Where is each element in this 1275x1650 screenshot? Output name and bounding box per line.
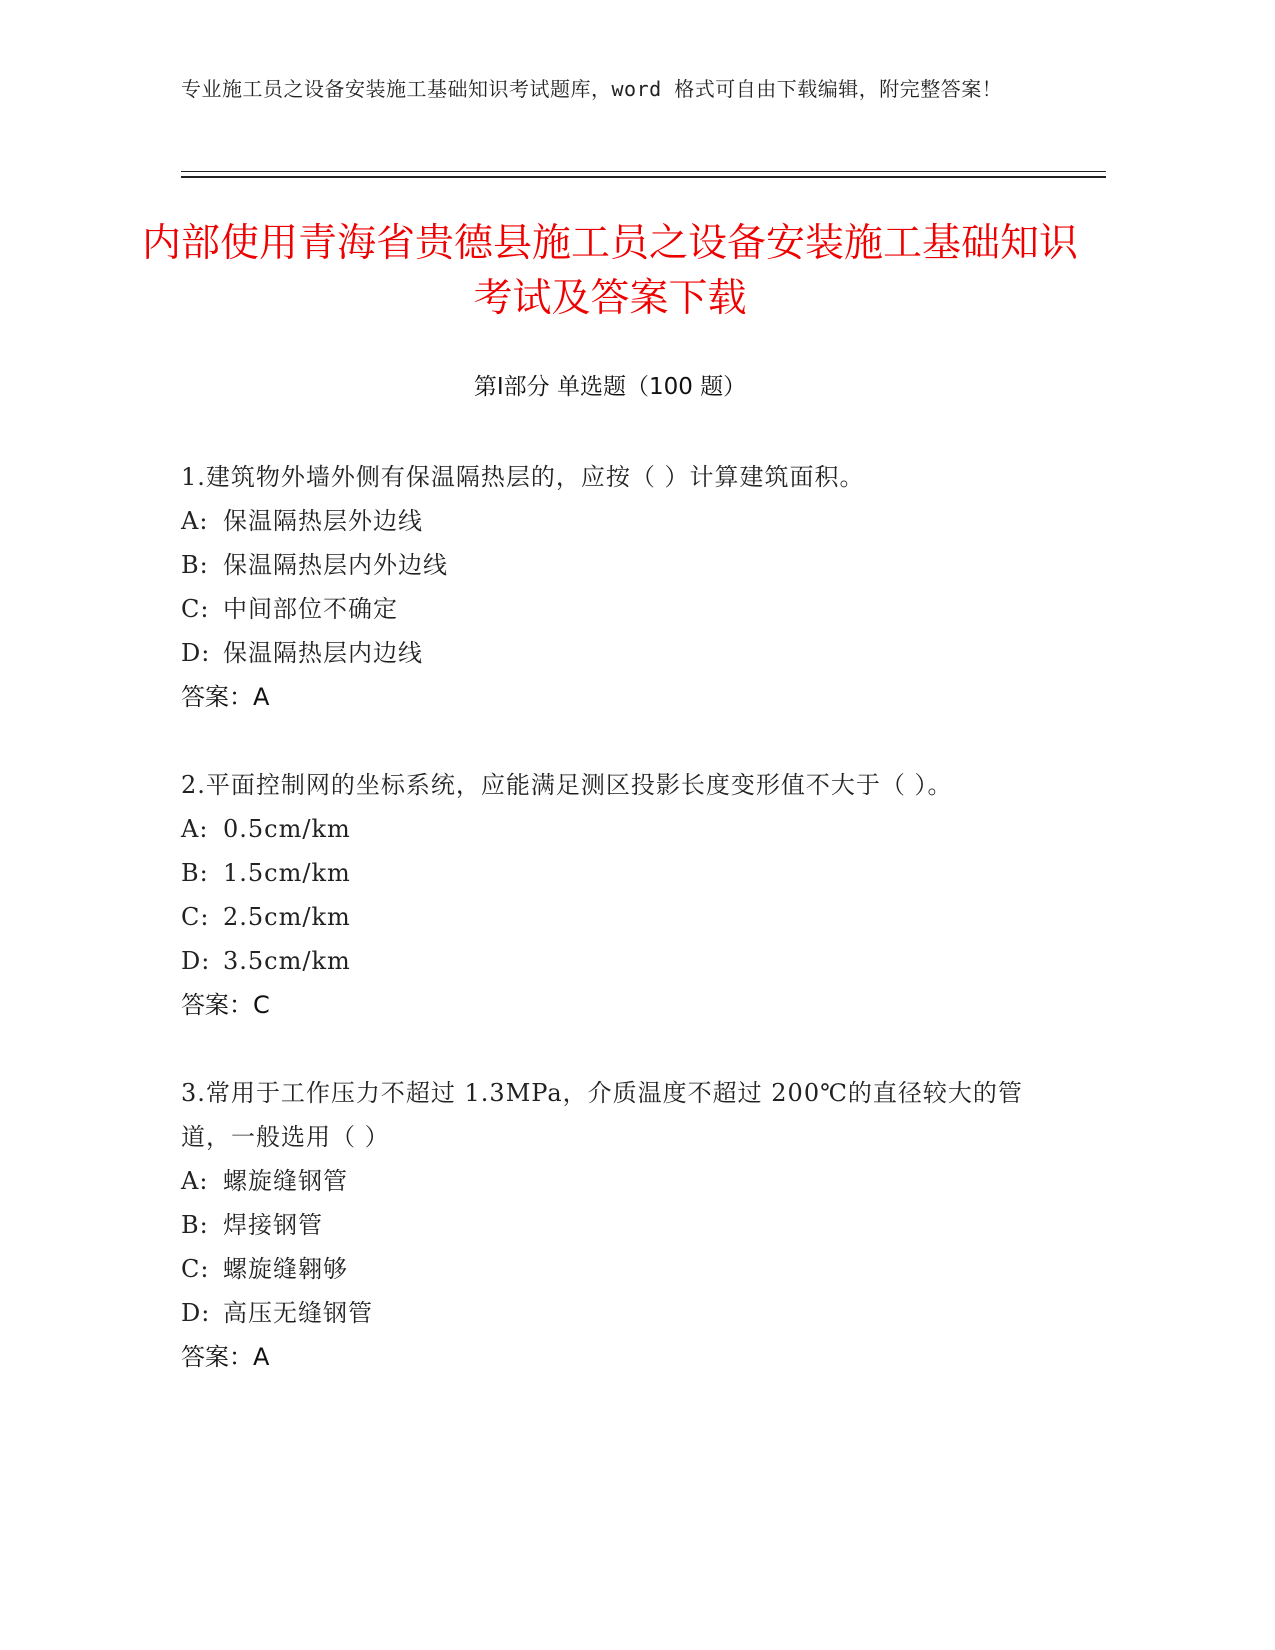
option-key: A: xyxy=(181,507,209,535)
answer-label: 答案： xyxy=(181,991,253,1019)
option-text: 1.5cm/km xyxy=(223,859,351,887)
option-text: 0.5cm/km xyxy=(223,815,351,843)
option-text: 高压无缝钢管 xyxy=(223,1299,373,1327)
option-key: A: xyxy=(181,815,209,843)
option-text: 2.5cm/km xyxy=(223,903,351,931)
option-text: 保温隔热层外边线 xyxy=(223,507,423,535)
question-stem: 1.建筑物外墙外侧有保温隔热层的，应按（ ）计算建筑面积。 xyxy=(181,463,865,491)
question-item xyxy=(181,455,1031,719)
option-text: 焊接钢管 xyxy=(223,1211,323,1239)
answer-line xyxy=(181,1335,1031,1379)
option-key: B: xyxy=(181,1211,209,1239)
option-a xyxy=(181,1159,1031,1203)
option-text: 保温隔热层内边线 xyxy=(223,639,423,667)
option-key: A: xyxy=(181,1167,209,1195)
answer-value: C xyxy=(253,991,270,1019)
option-d xyxy=(181,631,1031,675)
question-item xyxy=(181,1071,1031,1379)
answer-line xyxy=(181,983,1031,1027)
option-d xyxy=(181,939,1031,983)
option-key: B: xyxy=(181,859,209,887)
option-key: C: xyxy=(181,1255,210,1283)
option-text: 中间部位不确定 xyxy=(223,595,398,623)
option-text: 3.5cm/km xyxy=(223,947,351,975)
section-heading: 第Ⅰ部分 单选题（100 题） xyxy=(473,374,747,400)
option-text: 保温隔热层内外边线 xyxy=(223,551,448,579)
option-d xyxy=(181,1291,1031,1335)
option-key: C: xyxy=(181,903,210,931)
answer-label: 答案： xyxy=(181,1343,253,1371)
header-divider-thick xyxy=(181,176,1106,178)
option-c xyxy=(181,895,1031,939)
header-divider-thin xyxy=(181,171,1106,172)
option-key: D: xyxy=(181,1299,211,1327)
option-key: B: xyxy=(181,551,209,579)
header-note: 专业施工员之设备安装施工基础知识考试题库，word 格式可自由下载编辑，附完整答案！ xyxy=(181,77,1003,101)
answer-value: A xyxy=(253,1343,270,1371)
answer-line xyxy=(181,675,1031,719)
question-item xyxy=(181,763,1031,1027)
answer-label: 答案： xyxy=(181,683,253,711)
option-b xyxy=(181,1203,1031,1247)
option-b xyxy=(181,543,1031,587)
document-title: 内部使用青海省贵德县施工员之设备安装施工基础知识考试及答案下载 xyxy=(141,221,1078,321)
option-text: 螺旋缝钢管 xyxy=(223,1167,348,1195)
option-text: 螺旋缝翱够 xyxy=(223,1255,348,1283)
option-a xyxy=(181,499,1031,543)
option-c xyxy=(181,587,1031,631)
question-list xyxy=(181,455,1031,1423)
option-a xyxy=(181,807,1031,851)
option-key: D: xyxy=(181,639,211,667)
option-b xyxy=(181,851,1031,895)
option-c xyxy=(181,1247,1031,1291)
question-stem: 3.常用于工作压力不超过 1.3MPa，介质温度不超过 200℃的直径较大的管道，一般选用（ ） xyxy=(181,1079,1023,1151)
option-key: C: xyxy=(181,595,210,623)
answer-value: A xyxy=(253,683,270,711)
option-key: D: xyxy=(181,947,211,975)
question-stem: 2.平面控制网的坐标系统，应能满足测区投影长度变形值不大于（ ）。 xyxy=(181,771,953,799)
